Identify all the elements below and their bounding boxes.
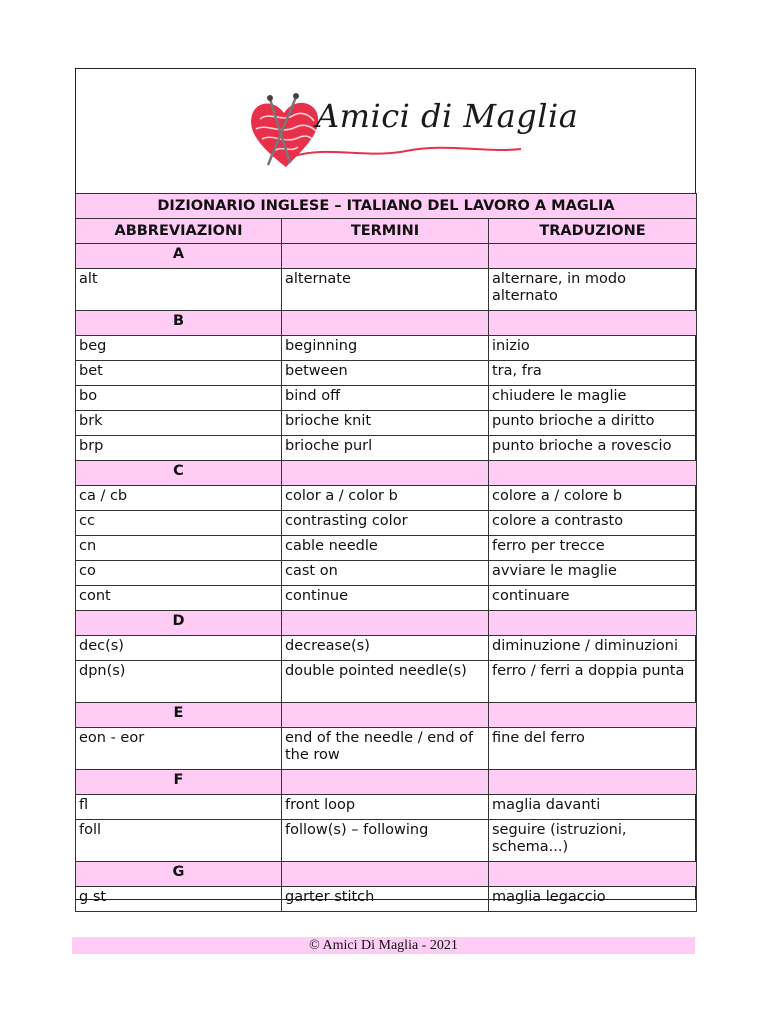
table-row: [76, 269, 697, 311]
cell-abbr: ca / cb: [76, 486, 282, 511]
footer-copyright: © Amici Di Maglia - 2021: [72, 937, 695, 954]
section-empty-cell: [282, 311, 489, 336]
table-row: [76, 795, 697, 820]
table-header-row: [76, 219, 697, 244]
header-termini: TERMINI: [282, 219, 489, 244]
cell-abbr: brp: [76, 436, 282, 461]
section-letter-row: [76, 311, 697, 336]
cell-term: brioche knit: [282, 411, 489, 436]
logo-text: Amici di Maglia: [316, 97, 579, 135]
table-row: [76, 561, 697, 586]
cell-abbr: cont: [76, 586, 282, 611]
cell-term: color a / color b: [282, 486, 489, 511]
header-traduzione: TRADUZIONE: [489, 219, 697, 244]
section-empty-cell: [282, 611, 489, 636]
section-letter: D: [76, 611, 282, 636]
cell-term: front loop: [282, 795, 489, 820]
cell-term: alternate: [282, 269, 489, 311]
cell-abbr: cn: [76, 536, 282, 561]
section-empty-cell: [489, 862, 697, 887]
cell-trans: ferro per trecce: [489, 536, 697, 561]
table-row: [76, 386, 697, 411]
cell-term: garter stitch: [282, 887, 489, 912]
cell-trans: ferro / ferri a doppia punta: [489, 661, 697, 703]
table-row: [76, 361, 697, 386]
cell-term: cast on: [282, 561, 489, 586]
section-empty-cell: [489, 311, 697, 336]
cell-trans: seguire (istruzioni, schema...): [489, 820, 697, 862]
table-row: [76, 661, 697, 703]
header-abbreviazioni: ABBREVIAZIONI: [76, 219, 282, 244]
table-row: [76, 586, 697, 611]
section-letter: G: [76, 862, 282, 887]
cell-term: beginning: [282, 336, 489, 361]
table-row: [76, 336, 697, 361]
table-row: [76, 887, 697, 912]
cell-abbr: brk: [76, 411, 282, 436]
cell-trans: diminuzione / diminuzioni: [489, 636, 697, 661]
section-letter-row: [76, 862, 697, 887]
section-empty-cell: [489, 461, 697, 486]
cell-abbr: eon - eor: [76, 728, 282, 770]
section-letter: C: [76, 461, 282, 486]
cell-abbr: fl: [76, 795, 282, 820]
cell-term: continue: [282, 586, 489, 611]
cell-trans: chiudere le maglie: [489, 386, 697, 411]
cell-trans: maglia davanti: [489, 795, 697, 820]
section-letter: E: [76, 703, 282, 728]
section-letter-row: [76, 703, 697, 728]
cell-trans: colore a / colore b: [489, 486, 697, 511]
cell-abbr: g st: [76, 887, 282, 912]
cell-abbr: cc: [76, 511, 282, 536]
table-row: [76, 511, 697, 536]
cell-term: contrasting color: [282, 511, 489, 536]
heart-yarn-icon: [246, 89, 326, 179]
cell-term: end of the needle / end of the row: [282, 728, 489, 770]
cell-abbr: bo: [76, 386, 282, 411]
cell-trans: punto brioche a diritto: [489, 411, 697, 436]
section-letter-row: [76, 244, 697, 269]
cell-abbr: dpn(s): [76, 661, 282, 703]
cell-abbr: foll: [76, 820, 282, 862]
section-empty-cell: [489, 703, 697, 728]
section-letter-row: [76, 611, 697, 636]
section-letter: F: [76, 770, 282, 795]
dictionary-table: [75, 193, 697, 912]
section-letter-row: [76, 461, 697, 486]
table-row: [76, 411, 697, 436]
cell-trans: avviare le maglie: [489, 561, 697, 586]
section-empty-cell: [489, 611, 697, 636]
table-title: DIZIONARIO INGLESE – ITALIANO DEL LAVORO A MAGLIA: [76, 194, 697, 219]
section-empty-cell: [282, 244, 489, 269]
logo-area: [76, 69, 695, 194]
table-title-row: [76, 194, 697, 219]
cell-term: brioche purl: [282, 436, 489, 461]
cell-trans: tra, fra: [489, 361, 697, 386]
cell-term: between: [282, 361, 489, 386]
cell-trans: continuare: [489, 586, 697, 611]
cell-term: bind off: [282, 386, 489, 411]
cell-trans: colore a contrasto: [489, 511, 697, 536]
table-row: [76, 728, 697, 770]
table-row: [76, 536, 697, 561]
cell-trans: punto brioche a rovescio: [489, 436, 697, 461]
table-row: [76, 436, 697, 461]
table-body: [76, 194, 697, 912]
section-letter: B: [76, 311, 282, 336]
cell-term: decrease(s): [282, 636, 489, 661]
cell-trans: alternare, in modo alternato: [489, 269, 697, 311]
section-letter-row: [76, 770, 697, 795]
table-row: [76, 820, 697, 862]
cell-trans: fine del ferro: [489, 728, 697, 770]
yarn-strand-decoration: [286, 135, 526, 165]
table-row: [76, 636, 697, 661]
section-empty-cell: [489, 770, 697, 795]
section-letter: A: [76, 244, 282, 269]
section-empty-cell: [282, 703, 489, 728]
section-empty-cell: [282, 461, 489, 486]
cell-abbr: alt: [76, 269, 282, 311]
cell-trans: inizio: [489, 336, 697, 361]
table-row: [76, 486, 697, 511]
section-empty-cell: [282, 862, 489, 887]
section-empty-cell: [489, 244, 697, 269]
cell-term: double pointed needle(s): [282, 661, 489, 703]
cell-abbr: beg: [76, 336, 282, 361]
cell-abbr: co: [76, 561, 282, 586]
cell-trans: maglia legaccio: [489, 887, 697, 912]
cell-abbr: bet: [76, 361, 282, 386]
section-empty-cell: [282, 770, 489, 795]
cell-term: cable needle: [282, 536, 489, 561]
cell-abbr: dec(s): [76, 636, 282, 661]
document-frame: [75, 68, 696, 905]
cell-term: follow(s) – following: [282, 820, 489, 862]
